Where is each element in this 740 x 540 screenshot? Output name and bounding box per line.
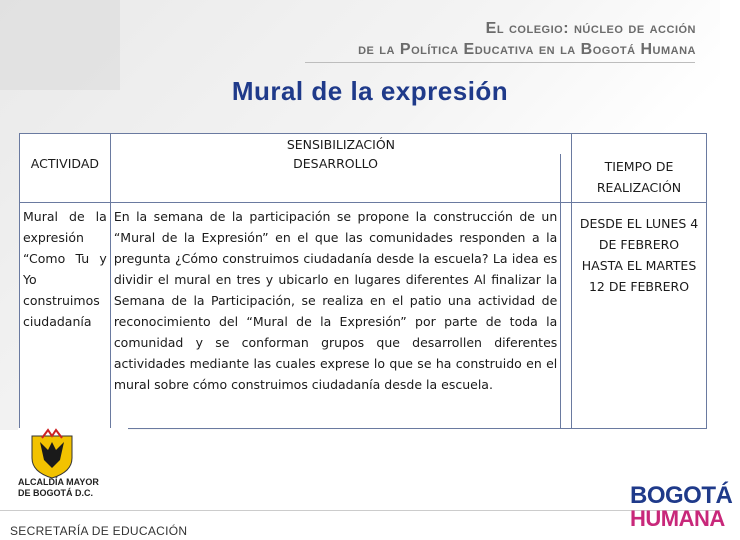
header-heading bbox=[358, 18, 696, 60]
table-row bbox=[20, 203, 707, 429]
column-header-tiempo bbox=[572, 154, 707, 203]
tiempo-line-3: HASTA EL MARTES bbox=[581, 258, 697, 273]
desarrollo-cell bbox=[110, 203, 560, 429]
tiempo-line-2: DE FEBRERO bbox=[598, 237, 680, 252]
secretaria-label: SECRETARÍA DE EDUCACIÓN bbox=[10, 524, 188, 538]
column-header-desarrollo: DESARROLLO bbox=[110, 154, 560, 203]
spacer-cell bbox=[561, 154, 572, 203]
header-line-1: El colegio: núcleo de acción bbox=[485, 20, 696, 37]
empty-header-cell bbox=[20, 134, 111, 155]
tiempo-line-1: DESDE EL LUNES 4 bbox=[579, 216, 699, 231]
column-header-tiempo-line-2: REALIZACIÓN bbox=[596, 180, 682, 195]
alcaldia-line-2: DE BOGOTÁ D.C. bbox=[18, 488, 94, 498]
column-header-row bbox=[20, 154, 707, 203]
section-row bbox=[20, 134, 707, 155]
slide-title: Mural de la expresión bbox=[231, 76, 509, 106]
bogota-humana-logo bbox=[630, 482, 733, 532]
actividad-cell bbox=[20, 203, 111, 429]
tiempo-text bbox=[572, 203, 706, 297]
spacer-cell bbox=[561, 203, 572, 429]
alcaldia-line-1: ALCALDÍA MAYOR bbox=[18, 477, 99, 487]
bogota-humana-line-1: BOGOTÁ bbox=[630, 482, 733, 509]
header-divider bbox=[305, 62, 695, 63]
activity-table bbox=[19, 133, 707, 429]
desarrollo-text: En la semana de la participación se propone la construcción de un “Mural de la Expresión” en el que las comunidades responden a la pregunta ¿Cómo construimos ciudadanía desde la escuela? La idea es dividir el mural en tres y ubicarlo en lugares diferentes Al finalizar la Semana de la Participación, se realiza en el patio una actividad de reconocimiento del “Mural de la Expresión” por parte de toda la comunidad y se conforman grupos que desarrollen diferentes actividades mediante las cuales exprese lo que se ha construido en el mural sobre cómo construimos ciudadanía desde la escuela. bbox=[113, 209, 558, 392]
footer-divider bbox=[0, 510, 720, 511]
tiempo-line-4: 12 DE FEBRERO bbox=[588, 279, 690, 294]
bogota-humana-line-2: HUMANA bbox=[630, 506, 725, 531]
tiempo-cell bbox=[572, 203, 707, 429]
alcaldia-label bbox=[18, 477, 138, 499]
coat-of-arms-icon bbox=[18, 428, 128, 518]
section-heading: SENSIBILIZACIÓN bbox=[110, 134, 571, 155]
column-header-tiempo-line-1: TIEMPO DE bbox=[604, 159, 674, 174]
header-line-2: de la Política Educativa en la Bogotá Humana bbox=[358, 41, 696, 58]
empty-header-cell bbox=[572, 134, 707, 155]
column-header-actividad: ACTIVIDAD bbox=[20, 154, 111, 203]
actividad-text: Mural de la expresión “Como Tu y Yo construimos ciudadanía bbox=[23, 209, 107, 329]
